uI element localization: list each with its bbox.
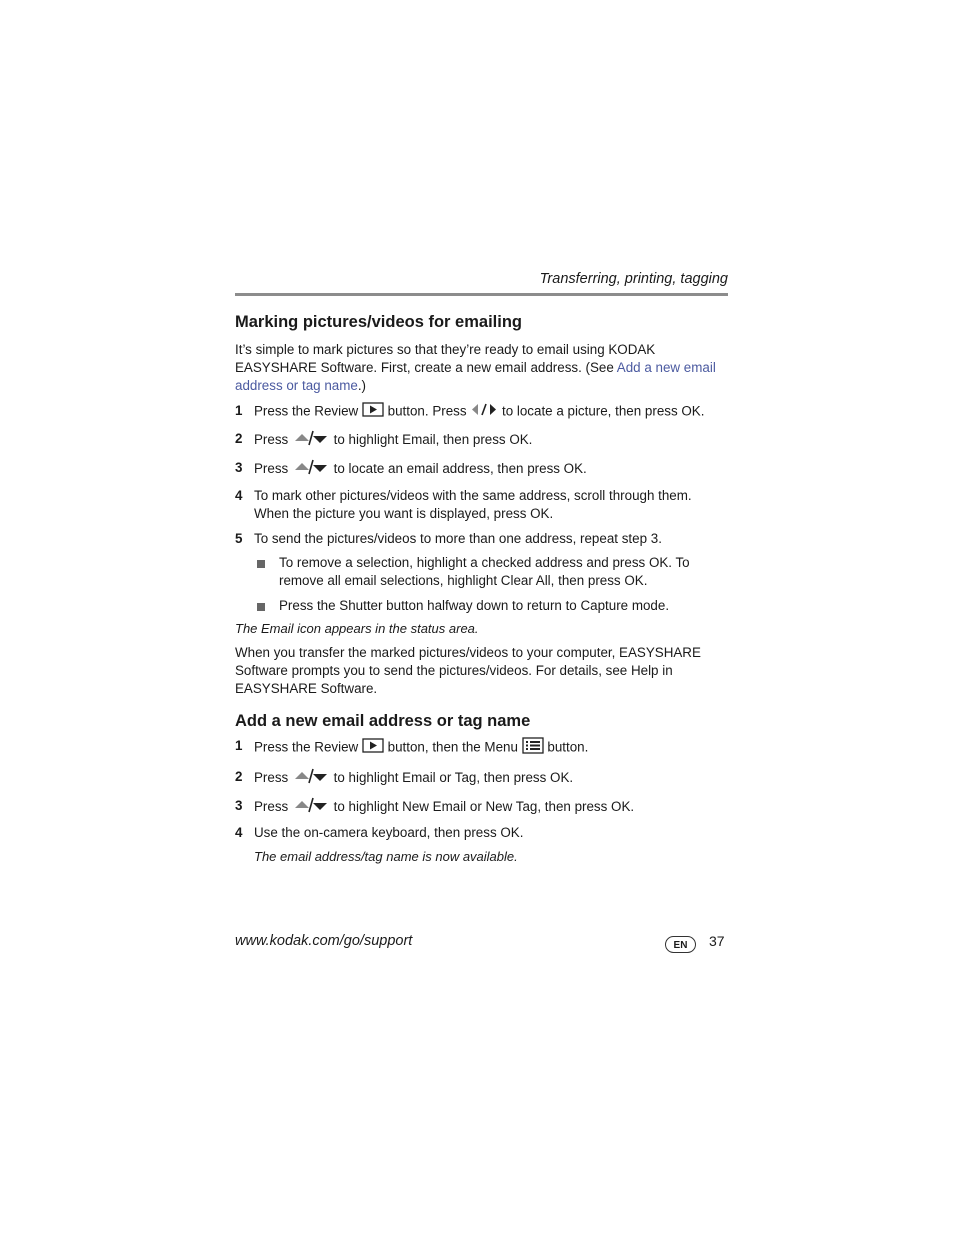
step-2: 2 Press to highlight Email, then press OK. [235, 430, 728, 451]
bullet-square-icon [257, 560, 265, 568]
section-closing: When you transfer the marked pictures/videos to your computer, EASYSHARE Software prompts you to send the pictures/videos. For details, see Help in EASYSHARE Software. [235, 645, 701, 696]
step-2: 2 Press to highlight Email or Tag, then press OK. [235, 768, 728, 789]
step-3: 3 Press to locate an email address, then press OK. [235, 459, 728, 480]
status-note: The email address/tag name is now available. [254, 849, 518, 864]
step-1: 1 Press the Review button, then the Menu button. [235, 737, 728, 759]
up-down-arrows-icon [292, 797, 330, 818]
review-button-icon [362, 402, 384, 422]
running-header: Transferring, printing, tagging [539, 271, 728, 287]
step-4: 4 Use the on-camera keyboard, then press OK. [235, 825, 524, 840]
review-button-icon [362, 738, 384, 758]
language-badge: EN [665, 936, 696, 953]
section-title-marking: Marking pictures/videos for emailing [235, 313, 522, 331]
page-number: 37 [709, 933, 725, 949]
page-content [235, 311, 728, 866]
step-4: 4 To mark other pictures/videos with the same address, scroll through them. When the picture you want is displayed, press OK. [235, 488, 692, 521]
menu-button-icon [522, 737, 544, 759]
list-item: To remove a selection, highlight a checked address and press OK. To remove all email selections, highlight Clear All, then press OK. [235, 554, 728, 590]
support-url: www.kodak.com/go/support [235, 933, 413, 949]
up-down-arrows-icon [292, 459, 330, 480]
step-3: 3 Press to highlight New Email or New Tag, then press OK. [235, 797, 728, 818]
section-intro: It’s simple to mark pictures so that they’re ready to email using KODAK EASYSHARE Software. First, create a new email address. (See Add a new email address or tag name.) [235, 342, 716, 393]
step-5: 5 To send the pictures/videos to more than one address, repeat step 3. [235, 531, 662, 546]
step-1: 1 Press the Review button. Press to locate a picture, then press OK. [235, 402, 728, 422]
up-down-arrows-icon [292, 430, 330, 451]
bullet-square-icon [257, 603, 265, 611]
up-down-arrows-icon [292, 768, 330, 789]
header-rule [235, 293, 728, 296]
left-right-arrows-icon [470, 402, 498, 422]
section-title-add-email: Add a new email address or tag name [235, 712, 531, 730]
cross-reference-link[interactable]: Add a new email address or tag name [235, 360, 716, 393]
list-item: Press the Shutter button halfway down to return to Capture mode. [235, 597, 728, 615]
status-note: The Email icon appears in the status area. [235, 621, 479, 636]
